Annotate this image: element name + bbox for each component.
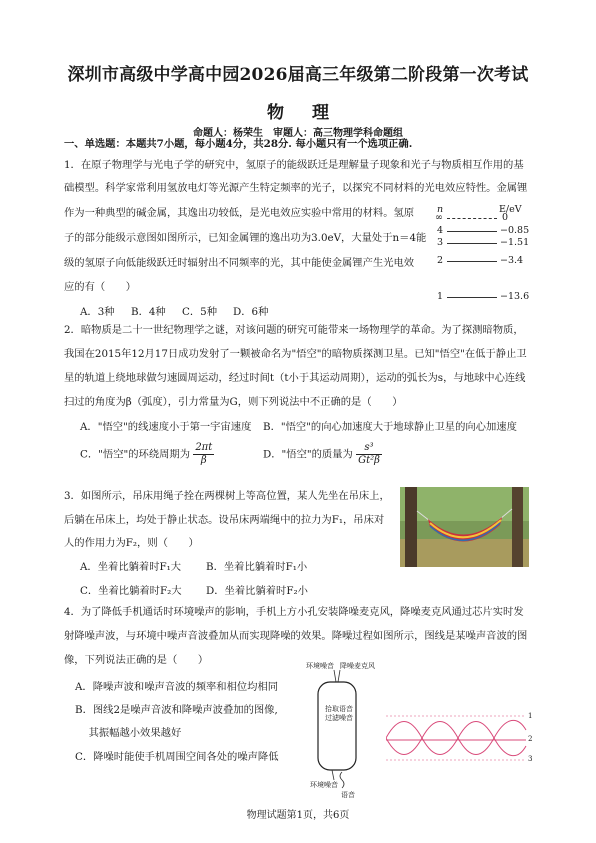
diagram-n-header: n	[437, 204, 444, 215]
label-voice: 语音	[341, 791, 355, 799]
q2-option-a: A．"悟空"的线速度小于第一宇宙速度	[80, 421, 252, 433]
q1-option-b: B．4种	[131, 306, 166, 318]
label-mic: 降噪麦克风	[340, 662, 375, 670]
level-2-line	[447, 261, 497, 262]
curve-label-3: 3	[528, 755, 533, 763]
q2-option-b: B．"悟空"的向心加速度大于地球静止卫星的向心加速度	[263, 421, 517, 433]
label-env-noise-bottom: 环境噪音	[310, 781, 338, 789]
q2-option-d-denominator: Gt²β	[358, 455, 380, 466]
level-3-n: 3	[437, 237, 444, 248]
q2-line-1: 2．暗物质是二十一世纪物理学之谜，对该问题的研究可能带来一场物理学的革命。为了探测暗物质，	[64, 324, 524, 336]
q2-line-3: 星的轨道上绕地球做匀速圆周运动，经过时间t（t小于其运动周期），运动的弧长为s，与地球中心连线	[64, 372, 526, 384]
q4-line-2: 射降噪声波，与环境中噪声音波叠加从而实现降噪的效果。降噪过程如图所示，图线是某噪声音波的图	[64, 630, 528, 642]
q4-line-1: 4．为了降低手机通话时环境噪声的影响，手机上方小孔安装降噪麦克风，降噪麦克风通过芯片实时发	[64, 606, 524, 618]
q2-option-d-text: D．"悟空"的质量为	[263, 448, 353, 461]
q3-line-1: 3．如图所示，吊床用绳子拴在两棵树上等高位置，某人先坐在吊床上，	[64, 490, 390, 502]
q4-option-b: B．图线2是噪声音波和降噪声波叠加的图像,	[75, 704, 278, 716]
q3-option-d: D．坐着比躺着时F₂小	[206, 585, 308, 597]
q1-option-c: C．5种	[182, 306, 218, 318]
q3-option-c: C．坐着比躺着时F₂大	[80, 585, 182, 597]
q4-line-3: 像，下列说法正确的是（ ）	[64, 654, 209, 666]
q1-line-5: 级的氢原子向低能级跃迁时辐射出不同频率的光，其中能使金属锂产生光电效	[64, 257, 415, 269]
level-1-e: −13.6	[500, 291, 530, 302]
q2-option-c-denominator: β	[200, 455, 207, 466]
q3-line-2: 后躺在吊床上，均处于静止状态。设吊床两端绳中的拉力为F₁，吊床对	[64, 514, 385, 526]
exam-title: 深圳市高级中学高中园2026届高三年级第二阶段第一次考试	[67, 65, 529, 85]
level-1-line	[447, 297, 497, 298]
level-4-n: 4	[437, 225, 444, 236]
level-inf-line	[447, 218, 497, 219]
q4-option-a: A．降噪声波和噪声音波的频率和相位均相同	[75, 681, 279, 693]
level-2-n: 2	[437, 255, 444, 266]
page-footer: 物理试题第1页，共6页	[246, 810, 350, 821]
q2-option-c-text: C．"悟空"的环绕周期为	[80, 448, 191, 461]
q1-line-6: 应的有（ ）	[64, 281, 137, 293]
level-4-e: −0.85	[500, 225, 530, 236]
curve-label-2: 2	[528, 735, 533, 743]
q2-line-4: 扫过的角度为β（弧度），引力常量为G，则下列说法中不正确的是（ ）	[64, 396, 403, 408]
curve-label-1: 1	[528, 712, 533, 720]
q1-line-1: 1．在原子物理学与光电子学的研究中，氢原子的能级跃迁是理解量子现象和光子与物质相互作用的基	[64, 159, 524, 171]
authors-line: 命题人：杨荣生 审题人：高三物理学科命题组	[193, 128, 403, 139]
hammock-photo	[400, 487, 529, 567]
q2-option-c	[80, 442, 214, 467]
level-2-e: −3.4	[500, 255, 524, 266]
level-inf-n: ∞	[435, 212, 443, 223]
level-4-line	[447, 231, 497, 232]
level-inf-e: 0	[502, 212, 509, 223]
level-3-line	[447, 243, 497, 244]
q2-option-d-numerator: s³	[356, 442, 382, 455]
q3-option-b: B．坐着比躺着时F₁小	[206, 561, 308, 573]
q1-option-d: D．6种	[233, 306, 269, 318]
q2-option-d-fraction	[356, 442, 382, 467]
q3-line-3: 人的作用力为F₂，则（ ）	[64, 537, 199, 549]
q1-line-3: 作为一种典型的碱金属，其逸出功较低，是光电效应实验中常用的材料。氢原	[64, 207, 415, 219]
q4-option-b-cont: 其振幅越小效果越好	[75, 727, 182, 739]
q2-line-2: 我国在2015年12月17日成功发射了一颗被命名为"悟空"的暗物质探测卫星。已知"悟空"在低于静止卫	[64, 348, 527, 360]
label-chip: 拾取语音过滤噪音	[325, 705, 353, 722]
diagram-e-header: E/eV	[499, 204, 522, 215]
q2-option-c-fraction	[193, 442, 214, 467]
q3-option-a: A．坐着比躺着时F₁大	[80, 561, 182, 573]
q2-option-c-numerator: 2πt	[195, 442, 213, 453]
label-env-noise-top: 环境噪音	[306, 662, 334, 670]
q1-option-a: A．3种	[80, 306, 115, 318]
level-3-e: −1.51	[500, 237, 530, 248]
q1-line-4: 子的部分能级示意图如图所示，已知金属锂的逸出功为3.0eV，大量处于n＝4能	[64, 232, 427, 244]
phone-outline	[296, 668, 376, 798]
q2-option-d	[263, 442, 382, 467]
q1-line-2: 础模型。科学家常利用氢放电灯等光源产生特定频率的光子，以探究不同材料的光电效应特性。金属锂	[64, 182, 528, 194]
level-1-n: 1	[437, 291, 444, 302]
wave-graph	[386, 710, 536, 766]
q4-option-c: C．降噪时能使手机周围空间各处的噪声降低	[75, 751, 279, 763]
subject-title: 物理	[267, 103, 357, 123]
section-heading: 一、单选题：本题共7小题，每小题4分，共28分. 每小题只有一个选项正确.	[64, 138, 413, 150]
